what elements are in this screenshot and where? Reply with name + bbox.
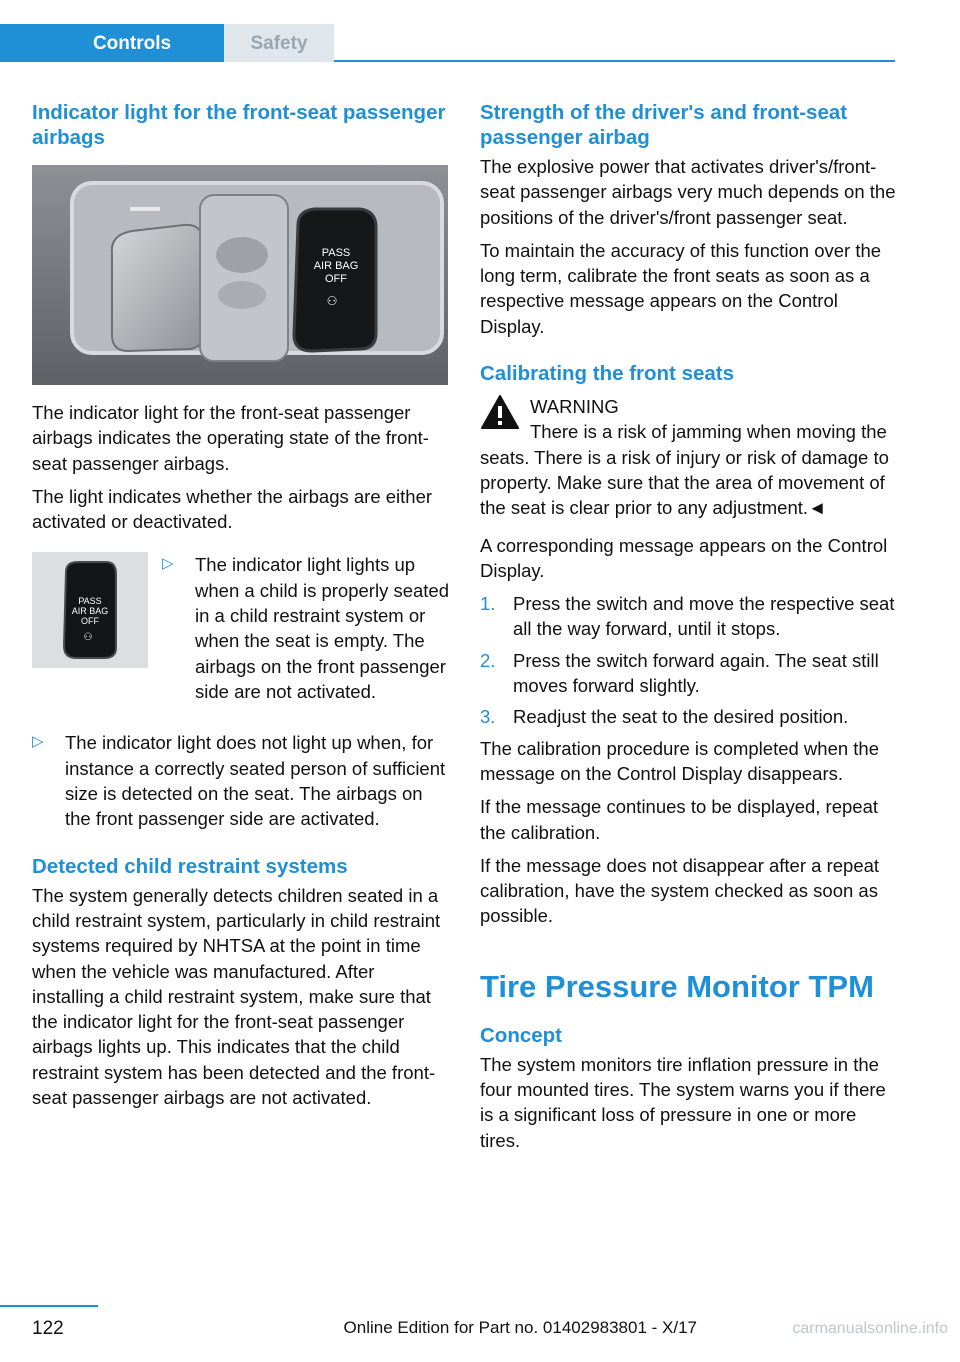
warning-triangle-icon — [480, 394, 520, 430]
heading-airbag-strength: Strength of the driver's and front-seat passenger airbag — [480, 101, 848, 149]
watermark: carmanualsonline.info — [792, 1320, 948, 1337]
bullet-light-on-text: The indicator light lights up when a child is properly seated in a child restraint system or when the seat is empty. The airbags on the front passenger side are not activated. — [195, 554, 450, 702]
svg-text:AIR BAG: AIR BAG — [71, 606, 109, 617]
airbag-off-indicator-image — [32, 552, 148, 668]
tab-safety[interactable]: Safety — [224, 24, 334, 62]
warning-text: There is a risk of jamming when moving the seats. There is a risk of injury or risk of damage to property. Make sure that the area of movement of the seat is clear prior to any adjustment.◄ — [480, 421, 889, 519]
heading-indicator-light: Indicator light for the front-seat passenger airbags — [32, 101, 446, 149]
footer-rule — [0, 1305, 98, 1307]
paragraph-repeat-calibration: If the message continues to be displayed, repeat the calibration. — [480, 796, 879, 843]
paragraph-child-restraint: The system generally detects children seated in a child restraint system, particularly in child restraint systems required by NHTSA at the point in time when the vehicle was manufactured. After installing a child restraint system, make sure that the indicator light for the front-seat passenger airbags lights up. This indicates that the child restraint system has been detected and the front-seat passenger airbags are not activated. — [32, 884, 441, 1109]
svg-text:⚇: ⚇ — [83, 632, 93, 644]
heading-concept: Concept — [480, 1023, 562, 1047]
step-item — [480, 648, 896, 699]
paragraph-explosive-power: The explosive power that activates driver's/front-seat passenger airbags very much depends on the positions of the driver's/front passenger seat. — [480, 156, 896, 228]
bullet-light-off-text: The indicator light does not light up when, for instance a correctly seated person of sufficient size is detected on the seat. The airbags on the front passenger side are activated. — [65, 732, 446, 830]
paragraph-indicator-states: The light indicates whether the airbags are either activated or deactivated. — [32, 485, 433, 533]
right-column — [480, 100, 896, 1153]
edition-note: Online Edition for Part no. 01402983801 - X/17 — [343, 1318, 697, 1337]
warning-block — [480, 394, 896, 520]
bullet-light-off — [32, 730, 448, 831]
paragraph-have-checked: If the message does not disappear after a repeat calibration, have the system checked as soon as possible. — [480, 854, 880, 927]
step-item — [480, 591, 896, 642]
svg-text:PASS: PASS — [78, 596, 102, 607]
step-text: Press the switch and move the respective seat all the way forward, until it stops. — [513, 593, 895, 640]
indicator-bullet-with-image — [32, 552, 448, 722]
warning-title: WARNING — [530, 396, 619, 418]
paragraph-calibrate: To maintain the accuracy of this function over the long term, calibrate the front seats as soon as a respective message appears on the Control Display. — [480, 239, 882, 337]
triangle-bullet-icon: ▷ — [32, 733, 44, 751]
step-number: 1. — [480, 593, 496, 615]
svg-text:OFF: OFF — [81, 616, 99, 627]
heading-calibrating-seats: Calibrating the front seats — [480, 362, 735, 386]
tab-controls[interactable]: Controls — [0, 24, 224, 62]
airbag-switch-photo — [32, 165, 448, 385]
page-number: 122 — [32, 1318, 64, 1339]
paragraph-indicator-intro: The indicator light for the front-seat passenger airbags indicates the operating state of the front-seat passenger airbags. — [32, 402, 429, 474]
left-column — [32, 100, 448, 1110]
step-number: 2. — [480, 649, 496, 671]
paragraph-calibration-complete: The calibration procedure is completed when the message on the Control Display disappears. — [480, 737, 880, 784]
svg-text:PASS: PASS — [321, 247, 351, 259]
heading-child-restraint: Detected child restraint systems — [32, 854, 348, 878]
step-text: Press the switch forward again. The seat still moves forward slightly. — [513, 649, 879, 697]
step-item — [480, 704, 896, 729]
svg-text:AIR BAG: AIR BAG — [313, 260, 359, 272]
triangle-bullet-icon: ▷ — [162, 555, 174, 573]
section-tabbar — [0, 24, 895, 62]
paragraph-tpm-concept: The system monitors tire inflation pressure in the four mounted tires. The system warns you if there is a significant loss of pressure in one or more tires. — [480, 1053, 886, 1151]
svg-text:⚇: ⚇ — [326, 294, 338, 308]
bullet-light-on — [162, 552, 452, 704]
calibration-steps — [480, 591, 896, 729]
paragraph-message-appears: A corresponding message appears on the Control Display. — [480, 534, 888, 581]
svg-text:OFF: OFF — [325, 273, 347, 285]
step-number: 3. — [480, 706, 496, 728]
step-text: Readjust the seat to the desired position. — [513, 706, 849, 728]
heading-tire-pressure-monitor: Tire Pressure Monitor TPM — [480, 968, 874, 1004]
